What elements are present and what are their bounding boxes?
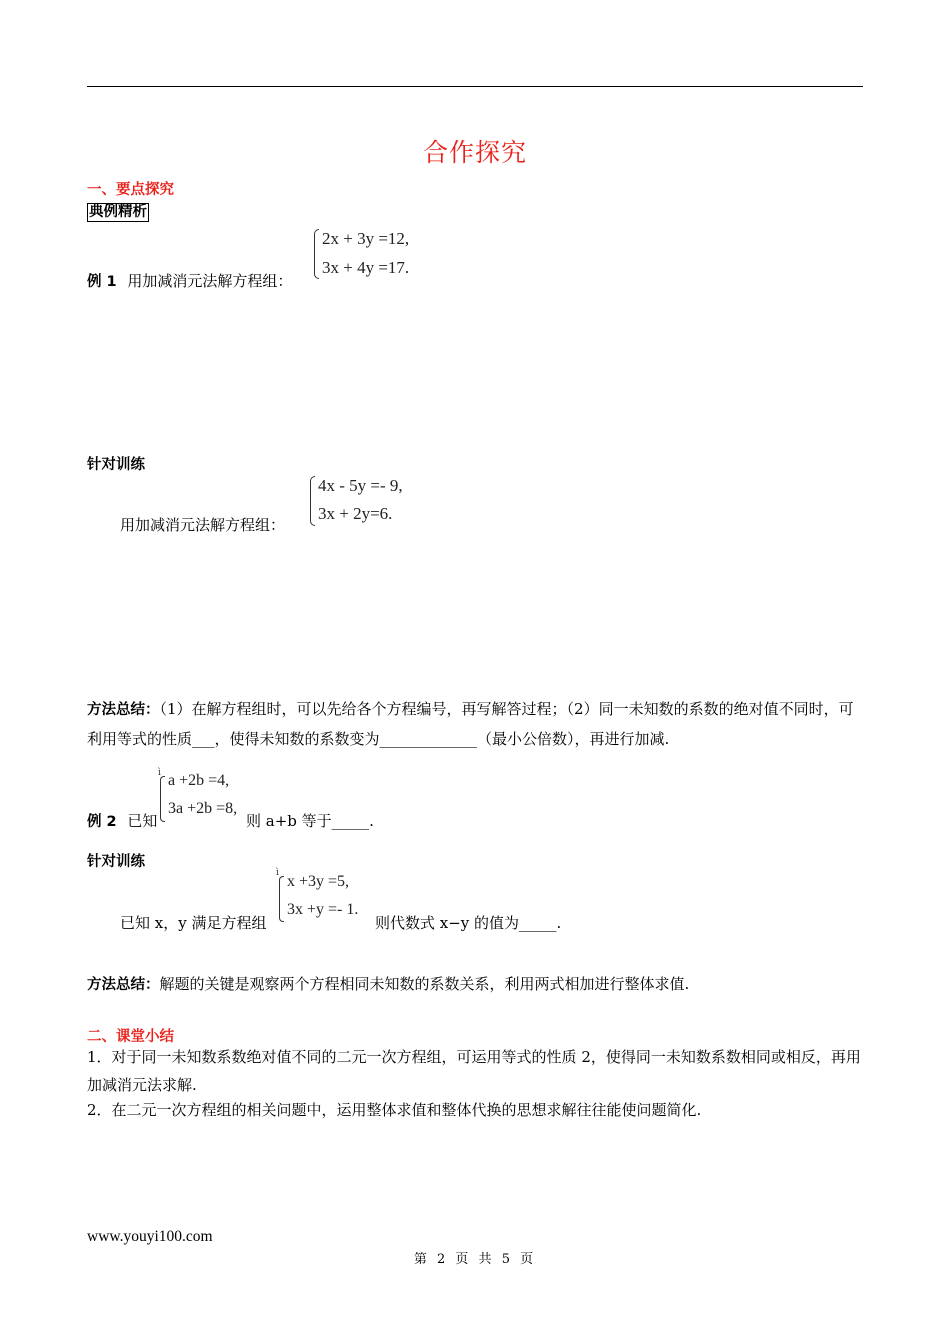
example1-brace: [314, 229, 319, 279]
example2-text-before: 已知: [127, 812, 158, 830]
practice2-brace: [279, 876, 284, 922]
practice1-eq2: 3x + 2y=6.: [318, 504, 393, 523]
practice1-text: 用加减消元法解方程组：: [120, 516, 286, 534]
boxed-label: 典例精析: [89, 204, 147, 220]
practice2-brace-mark: ì: [276, 868, 279, 878]
example2-label: 例 2: [87, 814, 117, 830]
practice1-heading: 针对训练: [87, 457, 145, 473]
practice1-eq1: 4x - 5y =- 9,: [318, 476, 403, 495]
practice1-brace: [310, 476, 315, 526]
practice2-eq1: x +3y =5,: [287, 873, 350, 890]
example1-eq1: 2x + 3y =12,: [322, 229, 410, 248]
example1-eq2: 3x + 4y =17.: [322, 258, 410, 277]
practice2-eq2: 3x +y =- 1.: [287, 901, 359, 918]
practice2-heading: 针对训练: [87, 854, 145, 870]
example2-line: [87, 810, 157, 831]
method1-label: 方法总结：: [87, 702, 160, 718]
page-title: 合作探究: [422, 138, 527, 167]
summary-item-1: 1．对于同一未知数系数绝对值不同的二元一次方程组，可运用等式的性质 2，使得同一未知数系数相同或相反，再用加减消元法求解.: [87, 1048, 861, 1094]
example2-eq2: 3a +2b =8,: [168, 800, 238, 817]
section-heading-2: 二、课堂小结: [87, 1029, 174, 1045]
example1-text: 用加减消元法解方程组：: [127, 272, 293, 290]
method2-label: 方法总结：: [87, 977, 160, 993]
summary-item-2: 2．在二元一次方程组的相关问题中，运用整体求值和整体代换的思想求解往往能使问题简化.: [87, 1101, 702, 1119]
method-summary-2: [87, 970, 863, 1000]
example2-brace: [160, 776, 165, 822]
page-number: 第 2 页 共 5 页: [413, 1252, 537, 1267]
example1-label: 例 1: [87, 274, 117, 290]
example2-eq1: a +2b =4,: [168, 772, 230, 789]
header-rule: [87, 86, 863, 87]
example2-text-after: 则 a+b 等于_____.: [246, 812, 374, 830]
practice2-text-before: 已知 x，y 满足方程组: [120, 914, 267, 932]
method2-text: 解题的关键是观察两个方程相同未知数的系数关系，利用两式相加进行整体求值.: [159, 975, 690, 993]
method-summary-1: [87, 695, 863, 754]
method1-text: （1）在解方程组时，可以先给各个方程编号，再写解答过程；（2）同一未知数的系数的绝对值不同时，可利用等式的性质___，使得未知数的系数变为_____________（最小公倍数），再进行加减.: [87, 700, 854, 748]
example1-line: [87, 270, 292, 291]
section-heading-1: 一、要点探究: [87, 182, 174, 198]
example2-brace-mark: ì: [158, 768, 161, 778]
footer-url[interactable]: www.youyi100.com: [87, 1228, 213, 1245]
practice2-text-after: 则代数式 x−y 的值为_____.: [375, 914, 562, 932]
